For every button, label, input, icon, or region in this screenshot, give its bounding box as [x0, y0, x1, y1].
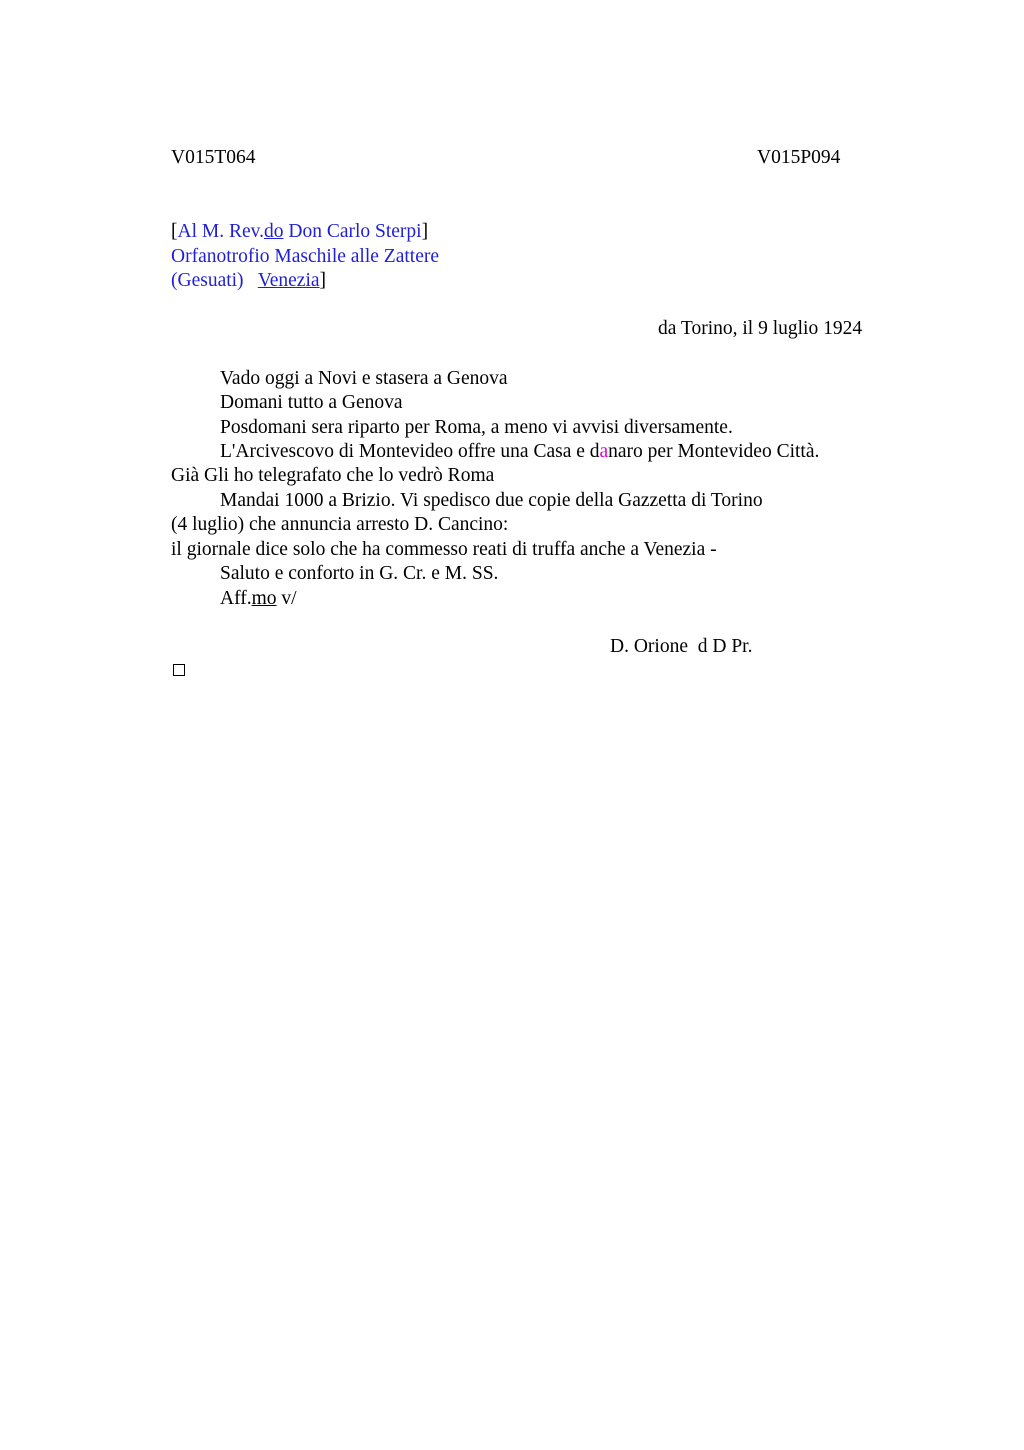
body-line-5: Già Gli ho telegrafato che lo vedrò Roma: [171, 465, 495, 486]
closing-line: [220, 587, 297, 611]
closing-abbrev-suffix: mo: [251, 588, 277, 609]
letter-date: da Torino, il 9 luglio 1924: [658, 318, 863, 339]
correction-mark: a: [599, 441, 609, 462]
address-end-bracket: ]: [319, 270, 327, 291]
closing-end: v/: [276, 588, 297, 609]
address-line-2: Orfanotrofio Maschile alle Zattere: [171, 246, 440, 267]
document-code-right: V015P094: [757, 147, 841, 168]
document-code-left: V015T064: [171, 147, 256, 168]
address-close-bracket: ]: [421, 221, 429, 242]
body-line-2: Domani tutto a Genova: [220, 392, 403, 413]
address-abbrev-suffix: do: [263, 221, 284, 242]
body-line-7: (4 luglio) che annuncia arresto D. Cancino:: [171, 514, 509, 535]
address-recipient-title: Al M. Rev.: [177, 221, 264, 242]
address-district: (Gesuati): [171, 270, 258, 291]
body-line-9: Saluto e conforto in G. Cr. e M. SS.: [220, 563, 499, 584]
body-line-3: Posdomani sera riparto per Roma, a meno vi avvisi diversamente.: [220, 417, 733, 438]
body-line-4: [220, 440, 819, 464]
address-line-1: [171, 220, 428, 244]
address-open-bracket: [: [171, 221, 178, 242]
closing-start: Aff.: [220, 588, 252, 609]
empty-box-icon: [173, 664, 185, 676]
signature: D. Orione d D Pr.: [610, 636, 753, 657]
body-line-6: Mandai 1000 a Brizio. Vi spedisco due copie della Gazzetta di Torino: [220, 490, 763, 511]
body-line-1: Vado oggi a Novi e stasera a Genova: [220, 368, 508, 389]
address-line-3: [171, 269, 326, 293]
address-city: Venezia: [257, 270, 320, 291]
address-recipient-name: Don Carlo Sterpi: [283, 221, 422, 242]
body-line-4-end: naro per Montevideo Città.: [608, 441, 820, 462]
body-line-4-start: L'Arcivescovo di Montevideo offre una Casa e d: [220, 441, 600, 462]
body-line-8: il giornale dice solo che ha commesso reati di truffa anche a Venezia -: [171, 539, 717, 560]
